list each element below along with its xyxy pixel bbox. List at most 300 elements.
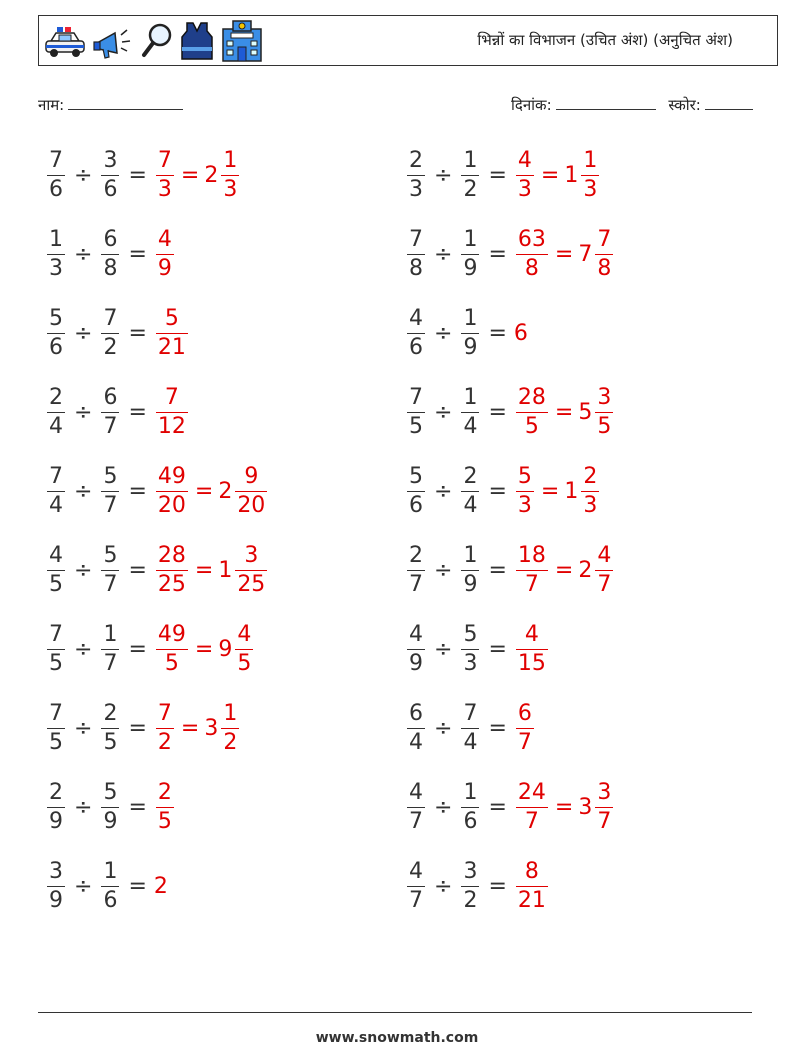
mixed-whole: 2 bbox=[578, 557, 593, 583]
equals-sign: = bbox=[128, 399, 147, 425]
problem-item bbox=[45, 535, 269, 605]
mixed-whole: 1 bbox=[218, 557, 233, 583]
equals-sign: = bbox=[194, 478, 214, 504]
equals-sign: = bbox=[180, 715, 200, 741]
name-label: नाम: bbox=[38, 96, 65, 114]
mixed-fraction bbox=[235, 621, 253, 678]
numerator: 3 bbox=[244, 542, 259, 568]
denominator: 7 bbox=[103, 571, 118, 597]
problem-item bbox=[45, 614, 255, 684]
mixed-whole: 9 bbox=[218, 636, 233, 662]
numerator: 1 bbox=[463, 779, 478, 805]
numerator: 7 bbox=[597, 226, 612, 252]
answer bbox=[514, 384, 615, 441]
equals-sign: = bbox=[128, 478, 147, 504]
fraction bbox=[407, 779, 425, 836]
mixed-whole: 3 bbox=[578, 794, 593, 820]
denominator: 5 bbox=[409, 413, 423, 439]
answer bbox=[154, 147, 241, 204]
numerator: 28 bbox=[157, 542, 186, 568]
fraction bbox=[47, 779, 65, 836]
problem-item bbox=[45, 772, 176, 842]
answer bbox=[514, 621, 550, 678]
fraction bbox=[461, 542, 479, 599]
footer-url: www.snowmath.com bbox=[315, 1030, 479, 1046]
name-blank[interactable] bbox=[68, 95, 183, 110]
equals-sign: = bbox=[128, 794, 147, 820]
denominator: 8 bbox=[409, 255, 423, 281]
denominator: 3 bbox=[223, 176, 238, 202]
fraction bbox=[461, 700, 479, 757]
denominator: 7 bbox=[103, 413, 118, 439]
fraction bbox=[516, 147, 534, 204]
denominator: 3 bbox=[517, 492, 532, 518]
problem-item bbox=[405, 535, 615, 605]
divide-sign: ÷ bbox=[434, 715, 453, 741]
divide-sign: ÷ bbox=[434, 636, 453, 662]
equals-sign: = bbox=[128, 162, 147, 188]
answer bbox=[514, 147, 601, 204]
denominator: 2 bbox=[463, 887, 478, 913]
fraction bbox=[516, 700, 534, 757]
denominator: 5 bbox=[157, 808, 172, 834]
mixed-whole: 7 bbox=[578, 241, 593, 267]
equals-sign: = bbox=[488, 794, 507, 820]
denominator: 25 bbox=[237, 571, 266, 597]
fraction bbox=[461, 147, 479, 204]
denominator: 9 bbox=[157, 255, 172, 281]
denominator: 15 bbox=[517, 650, 546, 676]
numerator: 6 bbox=[103, 384, 118, 410]
equals-sign: = bbox=[180, 162, 200, 188]
fraction bbox=[407, 147, 425, 204]
fraction bbox=[101, 621, 119, 678]
fraction bbox=[101, 305, 119, 362]
answer bbox=[154, 305, 190, 362]
numerator: 5 bbox=[463, 621, 478, 647]
denominator: 9 bbox=[463, 255, 478, 281]
equals-sign: = bbox=[540, 162, 560, 188]
denominator: 9 bbox=[463, 334, 478, 360]
fraction bbox=[101, 779, 119, 836]
denominator: 4 bbox=[409, 729, 423, 755]
denominator: 5 bbox=[524, 413, 539, 439]
divide-sign: ÷ bbox=[74, 399, 93, 425]
numerator: 4 bbox=[237, 621, 252, 647]
fraction bbox=[516, 542, 548, 599]
date-blank[interactable] bbox=[556, 95, 656, 110]
equals-sign: = bbox=[540, 478, 560, 504]
numerator: 5 bbox=[49, 305, 63, 331]
equals-sign: = bbox=[488, 162, 507, 188]
fraction bbox=[47, 700, 65, 757]
divide-sign: ÷ bbox=[434, 162, 453, 188]
answer bbox=[154, 621, 255, 678]
denominator: 6 bbox=[103, 887, 118, 913]
fraction bbox=[156, 700, 174, 757]
mixed-fraction bbox=[595, 226, 613, 283]
numerator: 7 bbox=[49, 463, 63, 489]
mixed-fraction bbox=[235, 463, 267, 520]
denominator: 3 bbox=[517, 176, 532, 202]
denominator: 5 bbox=[103, 729, 118, 755]
fraction bbox=[407, 226, 425, 283]
denominator: 5 bbox=[597, 413, 612, 439]
police-car-icon bbox=[43, 21, 87, 61]
fraction bbox=[156, 779, 174, 836]
fraction bbox=[47, 384, 65, 441]
denominator: 5 bbox=[164, 650, 179, 676]
numerator: 2 bbox=[463, 463, 478, 489]
numerator: 4 bbox=[409, 779, 423, 805]
footer-divider bbox=[38, 1012, 752, 1013]
numerator: 5 bbox=[103, 542, 118, 568]
numerator: 4 bbox=[409, 858, 423, 884]
fraction bbox=[101, 858, 119, 915]
numerator: 2 bbox=[583, 463, 598, 489]
fraction bbox=[156, 384, 188, 441]
numerator: 6 bbox=[409, 700, 423, 726]
fraction bbox=[461, 305, 479, 362]
divide-sign: ÷ bbox=[74, 715, 93, 741]
numerator: 1 bbox=[103, 858, 118, 884]
denominator: 6 bbox=[49, 334, 63, 360]
divide-sign: ÷ bbox=[74, 557, 93, 583]
fraction bbox=[156, 226, 174, 283]
equals-sign: = bbox=[194, 636, 214, 662]
fraction bbox=[101, 700, 119, 757]
megaphone-icon bbox=[91, 21, 135, 61]
numerator: 1 bbox=[463, 542, 478, 568]
date-label: दिनांक: bbox=[511, 96, 552, 114]
numerator: 2 bbox=[157, 779, 172, 805]
fraction bbox=[516, 384, 548, 441]
denominator: 3 bbox=[157, 176, 172, 202]
numerator: 2 bbox=[49, 384, 63, 410]
numerator: 9 bbox=[244, 463, 259, 489]
divide-sign: ÷ bbox=[74, 162, 93, 188]
fraction bbox=[516, 779, 548, 836]
problem-item bbox=[45, 456, 269, 526]
fraction bbox=[47, 621, 65, 678]
equals-sign: = bbox=[488, 320, 507, 346]
numerator: 7 bbox=[49, 700, 63, 726]
numerator: 1 bbox=[463, 305, 478, 331]
numerator: 2 bbox=[49, 779, 63, 805]
denominator: 7 bbox=[597, 808, 612, 834]
equals-sign: = bbox=[554, 399, 574, 425]
numerator: 6 bbox=[517, 700, 532, 726]
denominator: 25 bbox=[157, 571, 186, 597]
numerator: 4 bbox=[157, 226, 172, 252]
denominator: 9 bbox=[463, 571, 478, 597]
mixed-whole: 2 bbox=[218, 478, 233, 504]
numerator: 1 bbox=[49, 226, 63, 252]
numerator: 1 bbox=[103, 621, 118, 647]
mixed-fraction bbox=[235, 542, 267, 599]
fraction bbox=[516, 226, 548, 283]
equals-sign: = bbox=[488, 478, 507, 504]
divide-sign: ÷ bbox=[74, 636, 93, 662]
equals-sign: = bbox=[488, 557, 507, 583]
fraction bbox=[156, 542, 188, 599]
answer bbox=[154, 779, 176, 836]
denominator: 9 bbox=[49, 887, 63, 913]
vest-icon bbox=[179, 19, 215, 63]
magnifier-icon bbox=[139, 21, 175, 61]
answer bbox=[514, 779, 615, 836]
score-label: स्कोर: bbox=[668, 96, 701, 114]
problem-item bbox=[405, 614, 550, 684]
denominator: 6 bbox=[463, 808, 478, 834]
numerator: 3 bbox=[597, 384, 612, 410]
numerator: 4 bbox=[49, 542, 63, 568]
numerator: 7 bbox=[164, 384, 179, 410]
answer bbox=[514, 463, 601, 520]
numerator: 1 bbox=[463, 226, 478, 252]
equals-sign: = bbox=[128, 873, 147, 899]
numerator: 49 bbox=[157, 621, 186, 647]
fraction bbox=[407, 305, 425, 362]
fraction bbox=[516, 621, 548, 678]
mixed-fraction bbox=[581, 463, 599, 520]
problem-item bbox=[405, 219, 615, 289]
mixed-fraction bbox=[221, 147, 239, 204]
denominator: 2 bbox=[103, 334, 118, 360]
fraction bbox=[461, 384, 479, 441]
divide-sign: ÷ bbox=[434, 320, 453, 346]
denominator: 7 bbox=[409, 808, 423, 834]
fraction bbox=[407, 542, 425, 599]
problem-item bbox=[45, 377, 190, 447]
divide-sign: ÷ bbox=[74, 320, 93, 346]
fraction bbox=[47, 305, 65, 362]
divide-sign: ÷ bbox=[74, 241, 93, 267]
answer bbox=[154, 463, 269, 520]
denominator: 7 bbox=[103, 650, 118, 676]
mixed-whole: 2 bbox=[204, 162, 219, 188]
problem-item bbox=[405, 140, 601, 210]
numerator: 7 bbox=[157, 147, 172, 173]
denominator: 4 bbox=[49, 492, 63, 518]
denominator: 6 bbox=[409, 334, 423, 360]
denominator: 7 bbox=[524, 571, 539, 597]
numerator: 5 bbox=[517, 463, 532, 489]
numerator: 49 bbox=[157, 463, 186, 489]
denominator: 3 bbox=[463, 650, 478, 676]
answer bbox=[154, 384, 190, 441]
numerator: 7 bbox=[409, 226, 423, 252]
fraction bbox=[47, 542, 65, 599]
divide-sign: ÷ bbox=[74, 873, 93, 899]
denominator: 7 bbox=[597, 571, 612, 597]
fraction bbox=[47, 226, 65, 283]
equals-sign: = bbox=[488, 241, 507, 267]
answer bbox=[154, 700, 241, 757]
numerator: 18 bbox=[517, 542, 546, 568]
answer bbox=[514, 321, 528, 346]
numerator: 4 bbox=[524, 621, 539, 647]
fraction bbox=[156, 463, 188, 520]
denominator: 3 bbox=[409, 176, 423, 202]
problem-item bbox=[405, 298, 528, 368]
problem-item bbox=[45, 140, 241, 210]
numerator: 3 bbox=[103, 147, 118, 173]
mixed-fraction bbox=[595, 542, 613, 599]
mixed-fraction bbox=[595, 384, 613, 441]
divide-sign: ÷ bbox=[434, 241, 453, 267]
fraction bbox=[47, 463, 65, 520]
answer bbox=[514, 858, 550, 915]
denominator: 3 bbox=[583, 492, 598, 518]
fraction bbox=[516, 858, 548, 915]
numerator: 2 bbox=[103, 700, 118, 726]
fraction bbox=[156, 147, 174, 204]
worksheet-header bbox=[38, 15, 778, 66]
denominator: 2 bbox=[223, 729, 238, 755]
mixed-whole: 5 bbox=[578, 399, 593, 425]
numerator: 7 bbox=[463, 700, 478, 726]
denominator: 9 bbox=[49, 808, 63, 834]
numerator: 4 bbox=[517, 147, 532, 173]
score-blank[interactable] bbox=[705, 95, 753, 110]
denominator: 4 bbox=[463, 492, 478, 518]
problem-item bbox=[45, 693, 241, 763]
numerator: 1 bbox=[463, 384, 478, 410]
denominator: 21 bbox=[517, 887, 546, 913]
denominator: 7 bbox=[517, 729, 532, 755]
numerator: 7 bbox=[49, 147, 63, 173]
numerator: 7 bbox=[409, 384, 423, 410]
numerator: 24 bbox=[517, 779, 546, 805]
denominator: 6 bbox=[49, 176, 63, 202]
denominator: 20 bbox=[157, 492, 186, 518]
denominator: 6 bbox=[103, 176, 118, 202]
fraction bbox=[461, 463, 479, 520]
numerator: 2 bbox=[409, 542, 423, 568]
divide-sign: ÷ bbox=[434, 873, 453, 899]
denominator: 3 bbox=[49, 255, 63, 281]
mixed-fraction bbox=[581, 147, 599, 204]
equals-sign: = bbox=[488, 715, 507, 741]
numerator: 4 bbox=[409, 305, 423, 331]
numerator: 63 bbox=[517, 226, 546, 252]
problem-item bbox=[405, 693, 536, 763]
fraction bbox=[461, 858, 479, 915]
equals-sign: = bbox=[194, 557, 214, 583]
problem-item bbox=[405, 772, 615, 842]
equals-sign: = bbox=[554, 241, 574, 267]
denominator: 2 bbox=[463, 176, 478, 202]
fraction bbox=[101, 147, 119, 204]
divide-sign: ÷ bbox=[74, 794, 93, 820]
fraction bbox=[407, 858, 425, 915]
worksheet-title: भिन्नों का विभाजन (उचित अंश) (अनुचित अंश) bbox=[477, 31, 733, 49]
numerator: 6 bbox=[103, 226, 118, 252]
denominator: 4 bbox=[463, 413, 478, 439]
fraction bbox=[407, 384, 425, 441]
fraction bbox=[101, 384, 119, 441]
denominator: 4 bbox=[463, 729, 478, 755]
denominator: 7 bbox=[103, 492, 118, 518]
fraction bbox=[156, 305, 188, 362]
numerator: 5 bbox=[103, 463, 118, 489]
mixed-whole: 1 bbox=[564, 478, 579, 504]
denominator: 9 bbox=[103, 808, 118, 834]
divide-sign: ÷ bbox=[434, 794, 453, 820]
divide-sign: ÷ bbox=[434, 557, 453, 583]
numerator: 7 bbox=[157, 700, 172, 726]
denominator: 7 bbox=[524, 808, 539, 834]
equals-sign: = bbox=[128, 241, 147, 267]
name-field bbox=[38, 95, 183, 115]
denominator: 8 bbox=[103, 255, 118, 281]
equals-sign: = bbox=[128, 636, 147, 662]
answer bbox=[514, 542, 615, 599]
numerator: 3 bbox=[463, 858, 478, 884]
fraction bbox=[461, 226, 479, 283]
denominator: 4 bbox=[49, 413, 63, 439]
numerator: 4 bbox=[409, 621, 423, 647]
answer bbox=[514, 226, 615, 283]
police-station-icon bbox=[219, 19, 265, 63]
fraction bbox=[47, 147, 65, 204]
fraction bbox=[156, 621, 188, 678]
problem-item bbox=[405, 851, 550, 921]
numerator: 1 bbox=[223, 700, 238, 726]
fraction bbox=[516, 463, 534, 520]
numerator: 7 bbox=[103, 305, 118, 331]
numerator: 5 bbox=[164, 305, 179, 331]
denominator: 7 bbox=[409, 571, 423, 597]
equals-sign: = bbox=[488, 636, 507, 662]
answer-whole: 6 bbox=[513, 320, 528, 346]
answer bbox=[514, 700, 536, 757]
mixed-whole: 1 bbox=[564, 162, 579, 188]
denominator: 5 bbox=[49, 650, 63, 676]
problem-item bbox=[45, 219, 176, 289]
denominator: 2 bbox=[157, 729, 172, 755]
denominator: 8 bbox=[524, 255, 539, 281]
divide-sign: ÷ bbox=[434, 399, 453, 425]
denominator: 12 bbox=[157, 413, 186, 439]
fraction bbox=[47, 858, 65, 915]
denominator: 6 bbox=[409, 492, 423, 518]
numerator: 7 bbox=[49, 621, 63, 647]
mixed-fraction bbox=[595, 779, 613, 836]
answer-whole: 2 bbox=[153, 873, 168, 899]
denominator: 7 bbox=[409, 887, 423, 913]
fraction bbox=[101, 226, 119, 283]
problem-item bbox=[45, 851, 168, 921]
equals-sign: = bbox=[128, 320, 147, 346]
numerator: 8 bbox=[524, 858, 539, 884]
numerator: 3 bbox=[49, 858, 63, 884]
fraction bbox=[101, 542, 119, 599]
equals-sign: = bbox=[128, 715, 147, 741]
fraction bbox=[407, 463, 425, 520]
fraction bbox=[407, 700, 425, 757]
divide-sign: ÷ bbox=[74, 478, 93, 504]
numerator: 2 bbox=[409, 147, 423, 173]
problem-item bbox=[405, 456, 601, 526]
fraction bbox=[101, 463, 119, 520]
numerator: 5 bbox=[103, 779, 118, 805]
equals-sign: = bbox=[554, 794, 574, 820]
denominator: 5 bbox=[49, 571, 63, 597]
fraction bbox=[461, 779, 479, 836]
numerator: 1 bbox=[463, 147, 478, 173]
